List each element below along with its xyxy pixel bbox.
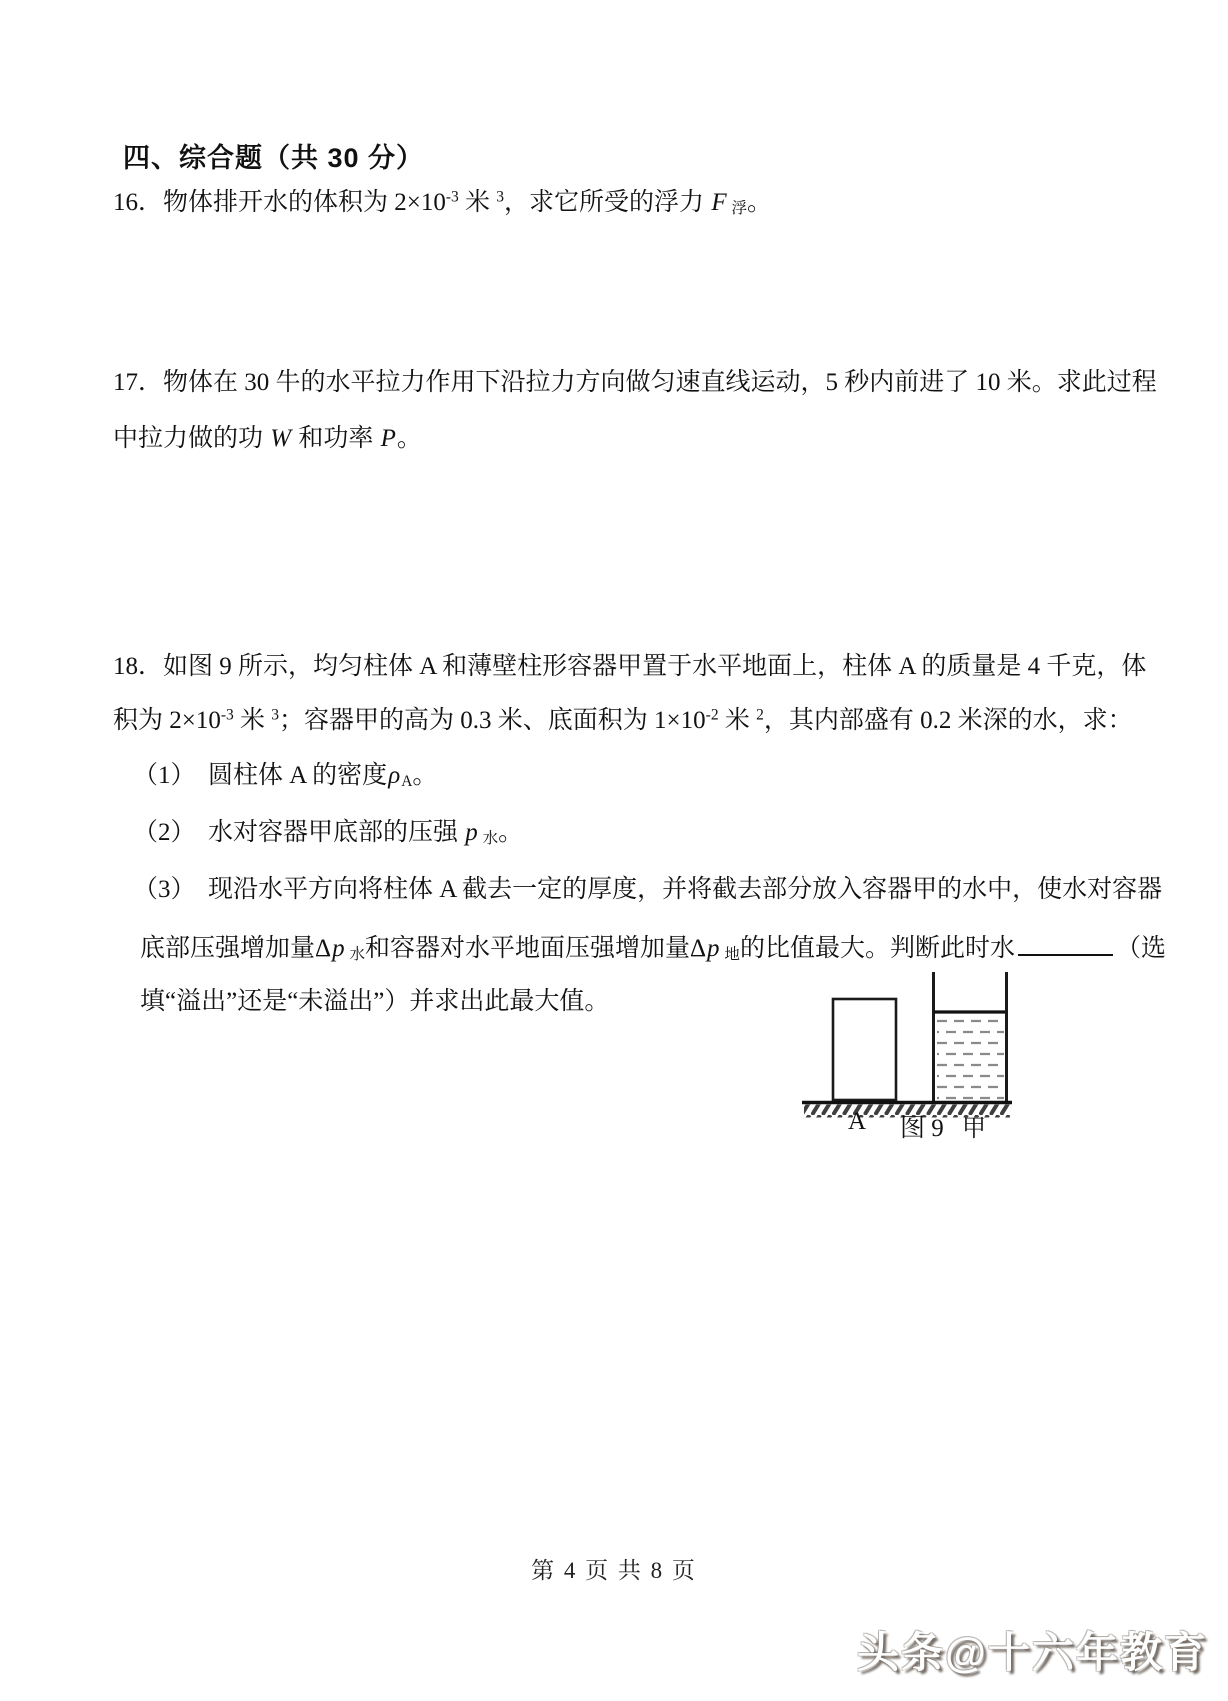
page-number-footer: 第 4 页 共 8 页	[531, 1558, 697, 1583]
question-17-line1: 17．物体在 30 牛的水平拉力作用下沿拉力方向做匀速直线运动，5 秒内前进了 10 米。求此过程	[113, 369, 1157, 396]
question-18-line2: 积为 $2\times 10^{-3}$ 米 $^3$；容器甲的高为 0.3 米、底面积为 $1\times 10^{-2}$ 米 $^2$，其内部盛有 0.2 米深的水，求：	[113, 706, 1133, 734]
water	[937, 1021, 1004, 1098]
figure-labels	[790, 1108, 1020, 1144]
figure-9	[790, 972, 1020, 1152]
figure-label-jia: 甲	[962, 1116, 986, 1142]
figure-label-a: A	[848, 1108, 867, 1135]
figure-9-drawing	[790, 972, 1020, 1122]
question-18-line1: 18．如图 9 所示，均匀柱体 A 和薄壁柱形容器甲置于水平地面上，柱体 A 的质量是 4 千克，体	[113, 653, 1147, 680]
question-16-text: 16．物体排开水的体积为 $2\times 10^{-3}$ 米 $^3$，求它所受的浮力 F 浮。	[113, 188, 772, 217]
question-18-item3-line1: （3） 现沿水平方向将柱体 A 截去一定的厚度，并将截去部分放入容器甲的水中，使水对容器	[133, 876, 1163, 903]
container-jia	[934, 972, 1007, 1101]
figure-caption: 图 9	[900, 1115, 944, 1142]
question-18-item3-line3: 填“溢出”还是“未溢出”）并求出此最大值。	[140, 988, 610, 1015]
question-17-line2: 中拉力做的功 W 和功率 P。	[113, 425, 422, 452]
question-18-item3-line2: 底部压强增加量Δp 水和容器对水平地面压强增加量Δp 地的比值最大。判断此时水 （选	[140, 929, 1166, 966]
question-18-item1: （1） 圆柱体 A 的密度ρA。	[133, 762, 438, 790]
section-header: 四、综合题（共 30 分）	[123, 143, 425, 173]
column-a	[833, 999, 896, 1100]
watermark: 头条@十六年教育	[857, 1629, 1208, 1676]
question-18-item2: （2） 水对容器甲底部的压强 p 水。	[133, 819, 524, 847]
